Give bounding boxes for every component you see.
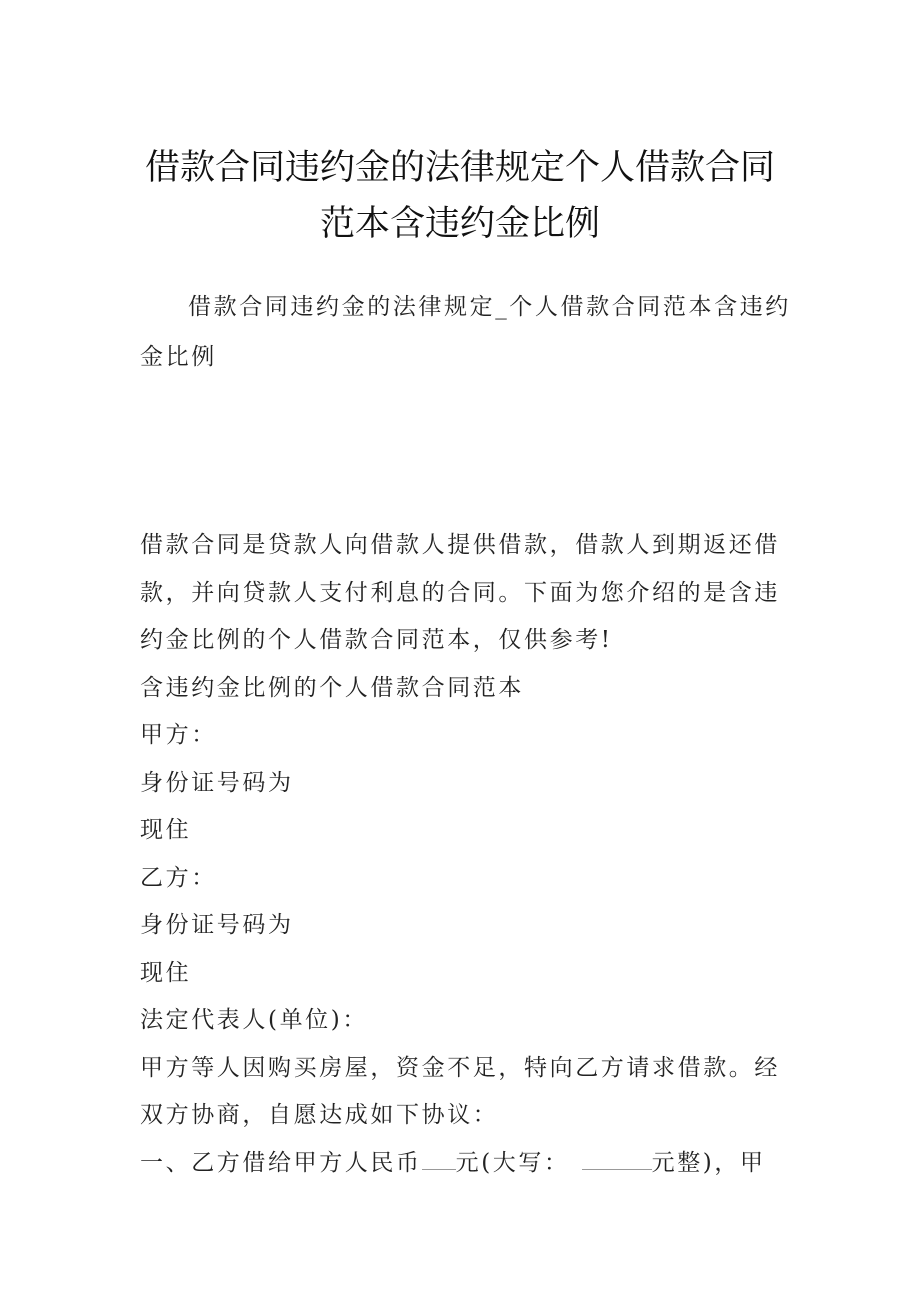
clause-1-prefix: 一、乙方借给甲方人民币 [140,1149,422,1176]
section-heading: 含违约金比例的个人借款合同范本 [140,674,524,701]
document-subtitle [140,282,791,382]
party-a-label: 甲方： [140,722,217,748]
party-b-legal-rep-label: 法定代表人(单位)： [140,1007,368,1033]
clause-1-suffix: 元整)，甲 [651,1149,766,1176]
subtitle-line-1 [140,282,791,332]
title-line-1: 借款合同违约金的法律规定个人借款合同 [144,148,775,188]
agreement-line-1: 甲方等人因购买房屋，资金不足，特向乙方请求借款。经 [140,1054,780,1081]
subtitle-line-2: 金比例 [140,344,217,370]
intro-line-1: 借款合同是贷款人向借款人提供借款，借款人到期返还借 [140,532,780,558]
amount-words-blank [582,1151,652,1170]
intro-line-3: 约金比例的个人借款合同范本，仅供参考! [140,627,613,653]
clause-1 [140,1140,780,1188]
clause-1-mid: 元(大写： [455,1149,570,1176]
title-line-2: 范本含违约金比例 [319,204,600,244]
agreement-line-2: 双方协商，自愿达成如下协议： [140,1102,499,1128]
subtitle-line-1-text: 借款合同违约金的法律规定_个人借款合同范本含违约 [188,294,791,320]
party-a-address-label: 现住 [140,817,192,843]
intro-paragraph [140,522,780,1187]
amount-blank [422,1151,456,1170]
document-title [120,140,800,252]
party-a-id-label: 身份证号码为 [140,769,294,796]
intro-line-2: 款，并向贷款人支付利息的合同。下面为您介绍的是含违 [140,579,780,606]
party-b-id-label: 身份证号码为 [140,912,294,938]
party-b-label: 乙方： [140,864,217,891]
party-b-address-label: 现住 [140,959,192,986]
